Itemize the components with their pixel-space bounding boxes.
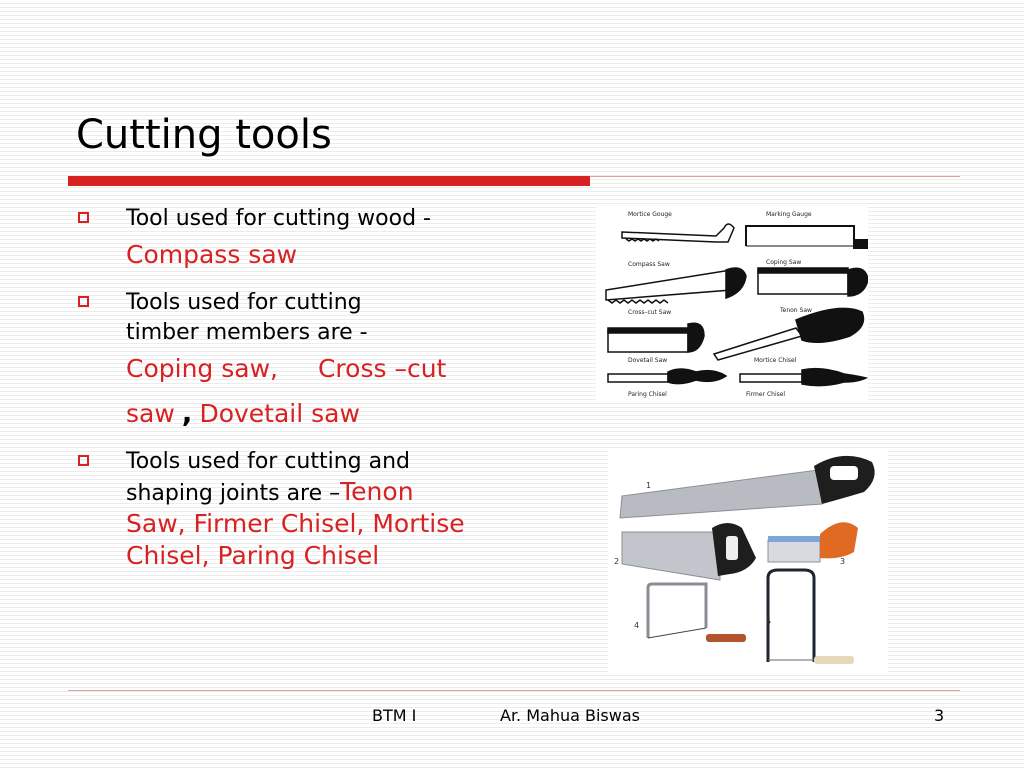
figure-number: 1 <box>646 481 652 490</box>
figure-number: 5 <box>766 617 772 626</box>
footer-page-number: 3 <box>934 706 945 725</box>
figure-label: Cross–cut Saw <box>628 309 672 316</box>
bullet-2-text: Tools used for cutting timber members are - <box>126 290 368 345</box>
figure-label: Dovetail Saw <box>628 357 668 364</box>
hollow-square-bullet-icon <box>78 296 89 307</box>
figure-label: Mortice Gouge <box>628 211 672 218</box>
hollow-square-bullet-icon <box>78 212 89 223</box>
figure-label: Tenon Saw <box>780 307 812 314</box>
hollow-square-bullet-icon <box>78 455 89 466</box>
bullet-1-highlight: Compass saw <box>126 240 298 269</box>
bullet-2-separator: , <box>181 396 193 429</box>
bullet-1-text: Tool used for cutting wood - <box>126 206 431 231</box>
bullet-item-3 <box>76 447 476 573</box>
bullet-item-1 <box>76 204 496 278</box>
title-underline-red <box>68 176 590 186</box>
figure-number: 4 <box>634 621 640 630</box>
bullet-2-highlight-dovetail: Dovetail saw <box>199 399 360 428</box>
figure-label: Mortice Chisel <box>754 357 797 364</box>
figure-number: 3 <box>840 557 846 566</box>
figure-label: Paring Chisel <box>628 391 667 398</box>
figure-number: 2 <box>614 557 620 566</box>
bullet-2-highlight-coping: Coping saw, <box>126 354 278 383</box>
footer-course: BTM I <box>372 706 417 725</box>
figure-label: Compass Saw <box>628 261 670 268</box>
footer-divider <box>68 690 960 691</box>
slide-title: Cutting tools <box>76 112 332 158</box>
title-underline-thin <box>590 176 960 177</box>
bullet-2-highlight-saw: saw <box>126 399 175 428</box>
bullet-3-highlight: Tenon Saw, Firmer Chisel, Mortise Chisel, Paring Chisel <box>126 477 465 570</box>
bullet-2-highlight-crosscut: Cross –cut <box>317 354 447 383</box>
tools-line-drawing-figure <box>596 206 868 402</box>
bullet-item-2 <box>76 288 496 437</box>
footer-author: Ar. Mahua Biswas <box>500 706 640 725</box>
saws-photo-figure <box>608 448 888 672</box>
figure-label: Firmer Chisel <box>746 391 786 398</box>
figure-label: Coping Saw <box>766 259 802 266</box>
bullet-3-text: Tools used for cutting and shaping joints are – <box>126 449 411 506</box>
bullet-list <box>76 204 496 583</box>
figure-label: Marking Gauge <box>766 211 812 218</box>
